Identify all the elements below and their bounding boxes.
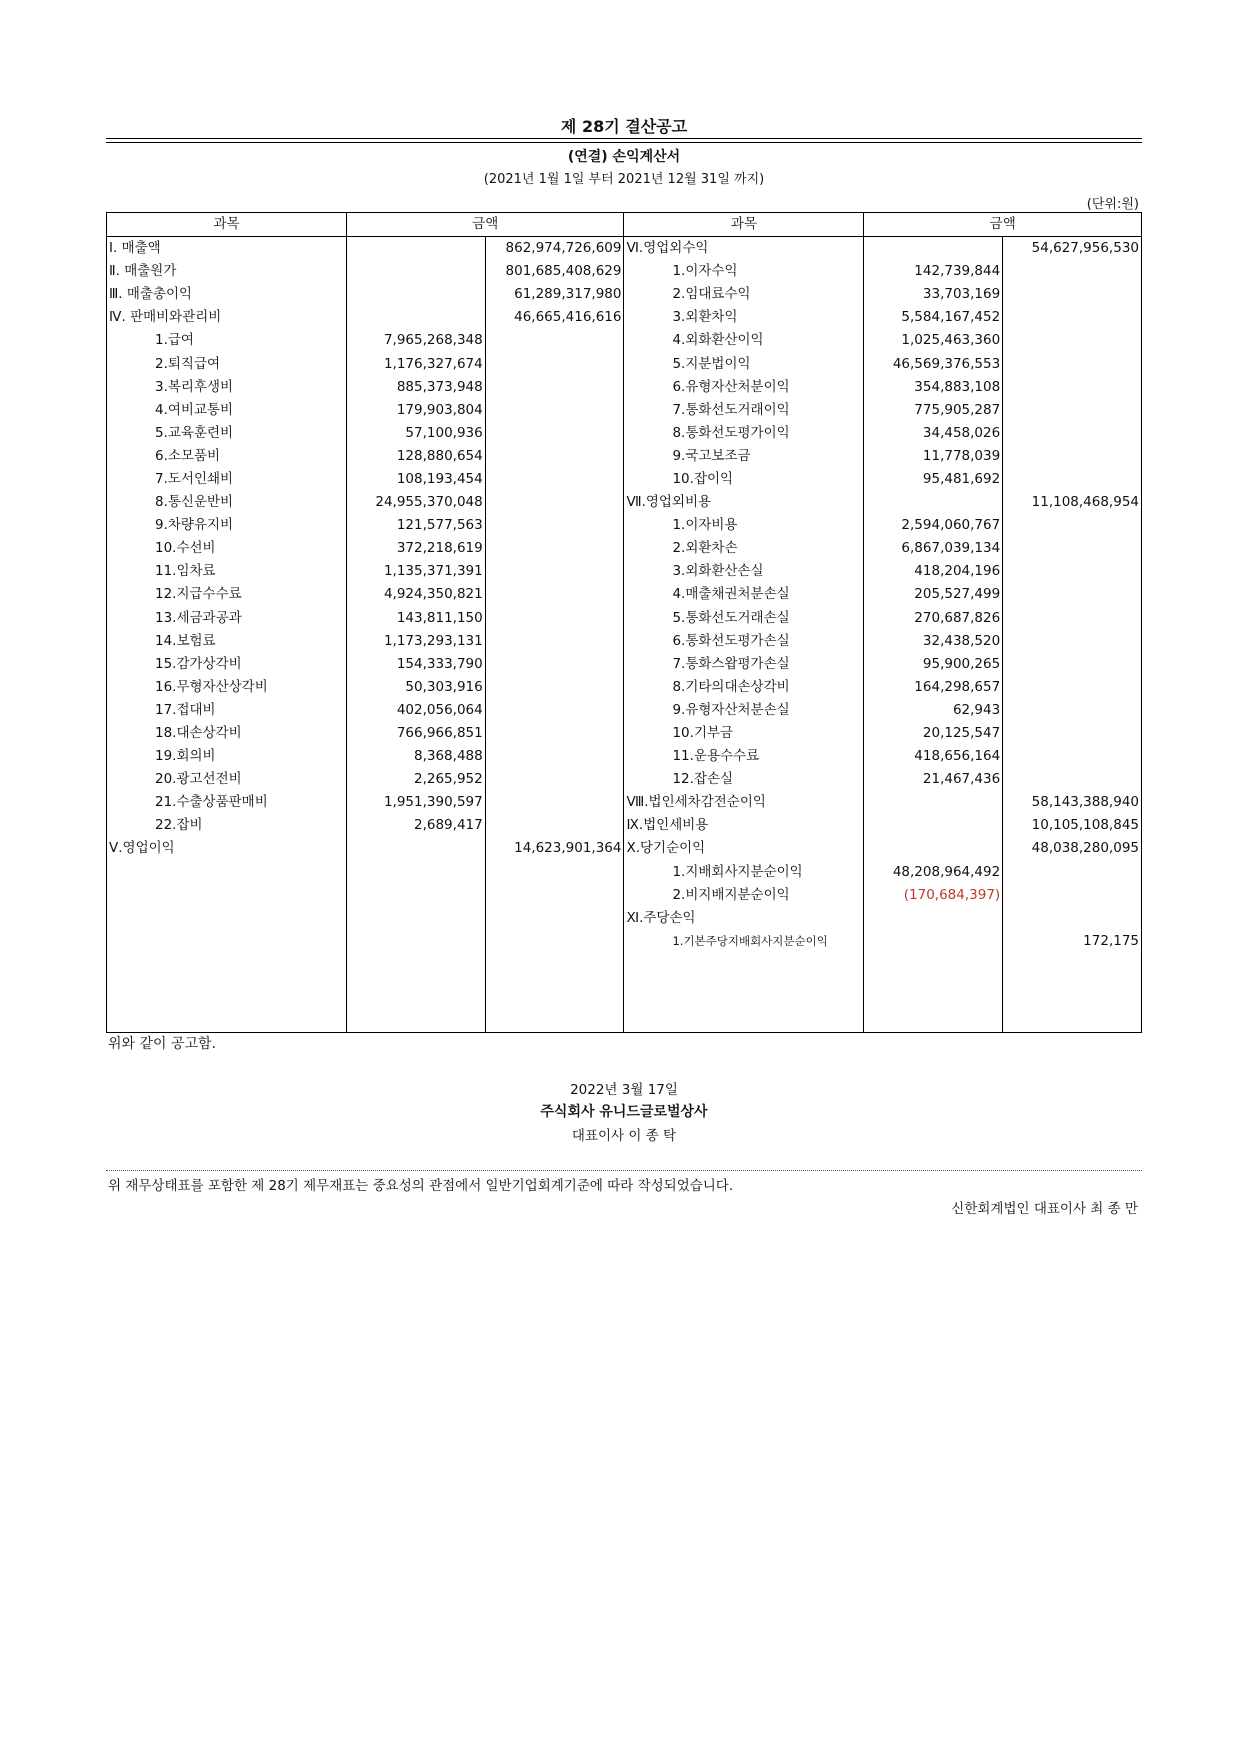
row-subject-left <box>107 930 347 953</box>
empty-cell <box>107 953 347 1033</box>
row-subject-right: 3.외화환산손실 <box>624 560 864 583</box>
row-subject-left: Ⅰ. 매출액 <box>107 237 347 261</box>
row-subject-right: 5.지분법이익 <box>624 352 864 375</box>
row-subject-left: 16.무형자산상각비 <box>107 676 347 699</box>
row-sub-amount-right <box>864 837 1003 860</box>
row-total-amount-left <box>485 514 624 537</box>
table-row <box>107 884 1142 907</box>
row-sub-amount-left <box>346 237 485 261</box>
row-subject-right: 1.기본주당지배회사지분순이익 <box>624 930 864 953</box>
row-subject-right: Ⅺ.주당손익 <box>624 907 864 930</box>
table-row <box>107 537 1142 560</box>
row-sub-amount-right: 1,025,463,360 <box>864 329 1003 352</box>
table-row <box>107 676 1142 699</box>
header-subject-right: 과목 <box>624 213 864 237</box>
table-row <box>107 907 1142 930</box>
empty-cell <box>624 953 864 1033</box>
row-subject-left: 13.세금과공과 <box>107 607 347 630</box>
row-subject-left: Ⅲ. 매출총이익 <box>107 283 347 306</box>
row-total-amount-right <box>1003 422 1142 445</box>
row-sub-amount-right: 95,900,265 <box>864 653 1003 676</box>
row-subject-left: 7.도서인쇄비 <box>107 468 347 491</box>
row-total-amount-left <box>485 607 624 630</box>
row-subject-left: 17.접대비 <box>107 699 347 722</box>
row-sub-amount-left <box>346 283 485 306</box>
row-subject-left <box>107 884 347 907</box>
table-row <box>107 283 1142 306</box>
table-row <box>107 352 1142 375</box>
table-row <box>107 930 1142 953</box>
row-sub-amount-right <box>864 791 1003 814</box>
empty-cell <box>346 953 485 1033</box>
table-row <box>107 791 1142 814</box>
row-subject-left: 2.퇴직급여 <box>107 352 347 375</box>
row-subject-right: 2.비지배지분순이익 <box>624 884 864 907</box>
row-subject-right: 7.통화스왑평가손실 <box>624 653 864 676</box>
row-total-amount-right <box>1003 560 1142 583</box>
row-sub-amount-left: 402,056,064 <box>346 699 485 722</box>
table-row <box>107 768 1142 791</box>
row-sub-amount-left: 57,100,936 <box>346 422 485 445</box>
row-total-amount-right <box>1003 861 1142 884</box>
row-total-amount-right <box>1003 745 1142 768</box>
row-sub-amount-right: 418,656,164 <box>864 745 1003 768</box>
row-sub-amount-left: 372,218,619 <box>346 537 485 560</box>
table-row <box>107 745 1142 768</box>
row-total-amount-right <box>1003 468 1142 491</box>
header-amount-right: 금액 <box>864 213 1142 237</box>
row-subject-left: 22.잡비 <box>107 814 347 837</box>
row-sub-amount-left: 154,333,790 <box>346 653 485 676</box>
row-subject-left: 15.감가상각비 <box>107 653 347 676</box>
title-rule-bottom <box>106 142 1142 143</box>
row-total-amount-right: 172,175 <box>1003 930 1142 953</box>
row-subject-right: 9.유형자산처분손실 <box>624 699 864 722</box>
row-total-amount-left <box>485 653 624 676</box>
row-total-amount-left <box>485 630 624 653</box>
row-subject-right: 6.통화선도평가손실 <box>624 630 864 653</box>
row-subject-left: 8.통신운반비 <box>107 491 347 514</box>
row-sub-amount-right: 33,703,169 <box>864 283 1003 306</box>
row-total-amount-left <box>485 445 624 468</box>
row-sub-amount-left: 4,924,350,821 <box>346 583 485 606</box>
row-subject-left: 1.급여 <box>107 329 347 352</box>
row-sub-amount-right <box>864 814 1003 837</box>
row-sub-amount-left: 179,903,804 <box>346 399 485 422</box>
row-sub-amount-left: 1,951,390,597 <box>346 791 485 814</box>
income-statement-table <box>106 212 1142 1033</box>
row-subject-right: 4.외화환산이익 <box>624 329 864 352</box>
row-total-amount-right <box>1003 514 1142 537</box>
row-subject-right: 8.통화선도평가이익 <box>624 422 864 445</box>
row-subject-left: 5.교육훈련비 <box>107 422 347 445</box>
table-row <box>107 329 1142 352</box>
row-sub-amount-right: 270,687,826 <box>864 607 1003 630</box>
row-sub-amount-left <box>346 306 485 329</box>
row-total-amount-right: 54,627,956,530 <box>1003 237 1142 261</box>
table-row-empty <box>107 953 1142 1033</box>
row-subject-right: 10.잡이익 <box>624 468 864 491</box>
row-sub-amount-left <box>346 861 485 884</box>
row-total-amount-left <box>485 884 624 907</box>
table-body <box>107 237 1142 1033</box>
row-total-amount-left: 14,623,901,364 <box>485 837 624 860</box>
table-row <box>107 399 1142 422</box>
row-total-amount-right <box>1003 699 1142 722</box>
row-subject-left: 14.보험료 <box>107 630 347 653</box>
row-total-amount-left: 801,685,408,629 <box>485 260 624 283</box>
row-total-amount-right <box>1003 676 1142 699</box>
row-total-amount-left <box>485 376 624 399</box>
row-subject-left: 18.대손상각비 <box>107 722 347 745</box>
row-total-amount-left <box>485 352 624 375</box>
table-row <box>107 422 1142 445</box>
row-sub-amount-right: 46,569,376,553 <box>864 352 1003 375</box>
row-total-amount-right: 11,108,468,954 <box>1003 491 1142 514</box>
row-sub-amount-left: 8,368,488 <box>346 745 485 768</box>
row-total-amount-left <box>485 676 624 699</box>
row-sub-amount-right: 34,458,026 <box>864 422 1003 445</box>
row-subject-right: Ⅵ.영업외수익 <box>624 237 864 261</box>
empty-cell <box>1003 953 1142 1033</box>
table-row <box>107 583 1142 606</box>
row-total-amount-right <box>1003 537 1142 560</box>
row-subject-left: 21.수출상품판매비 <box>107 791 347 814</box>
row-total-amount-left <box>485 699 624 722</box>
row-sub-amount-left: 24,955,370,048 <box>346 491 485 514</box>
row-total-amount-right <box>1003 329 1142 352</box>
row-total-amount-left <box>485 560 624 583</box>
row-sub-amount-left <box>346 907 485 930</box>
row-subject-left: 19.회의비 <box>107 745 347 768</box>
row-subject-right: 5.통화선도거래손실 <box>624 607 864 630</box>
row-sub-amount-left: 885,373,948 <box>346 376 485 399</box>
row-sub-amount-left: 121,577,563 <box>346 514 485 537</box>
row-subject-left <box>107 861 347 884</box>
row-sub-amount-right <box>864 907 1003 930</box>
row-sub-amount-left <box>346 260 485 283</box>
row-total-amount-left <box>485 768 624 791</box>
row-total-amount-left <box>485 745 624 768</box>
row-total-amount-left <box>485 537 624 560</box>
notice-title: 제 28기 결산공고 <box>560 117 688 136</box>
table-row <box>107 445 1142 468</box>
row-sub-amount-right: 6,867,039,134 <box>864 537 1003 560</box>
table-row <box>107 560 1142 583</box>
row-sub-amount-right <box>864 237 1003 261</box>
dotted-divider <box>106 1170 1142 1171</box>
statement-period: (2021년 1월 1일 부터 2021년 12월 31일 까지) <box>483 172 765 187</box>
row-subject-right: Ⅹ.당기순이익 <box>624 837 864 860</box>
row-total-amount-right <box>1003 306 1142 329</box>
row-total-amount-left <box>485 399 624 422</box>
row-subject-right: 1.이자수익 <box>624 260 864 283</box>
row-total-amount-left <box>485 491 624 514</box>
empty-cell <box>485 953 624 1033</box>
table-row <box>107 653 1142 676</box>
row-sub-amount-right: 21,467,436 <box>864 768 1003 791</box>
row-total-amount-right <box>1003 445 1142 468</box>
row-sub-amount-left: 766,966,851 <box>346 722 485 745</box>
row-total-amount-right <box>1003 260 1142 283</box>
row-total-amount-right <box>1003 352 1142 375</box>
row-sub-amount-right: 95,481,692 <box>864 468 1003 491</box>
row-sub-amount-left: 128,880,654 <box>346 445 485 468</box>
table-row <box>107 376 1142 399</box>
row-sub-amount-right: 5,584,167,452 <box>864 306 1003 329</box>
row-sub-amount-right: 354,883,108 <box>864 376 1003 399</box>
row-sub-amount-left: 1,176,327,674 <box>346 352 485 375</box>
row-sub-amount-right: 11,778,039 <box>864 445 1003 468</box>
table-row <box>107 260 1142 283</box>
table-row <box>107 699 1142 722</box>
row-sub-amount-right: 62,943 <box>864 699 1003 722</box>
row-total-amount-right <box>1003 768 1142 791</box>
row-total-amount-left <box>485 814 624 837</box>
row-total-amount-left <box>485 861 624 884</box>
row-total-amount-right <box>1003 583 1142 606</box>
row-subject-right: 12.잡손실 <box>624 768 864 791</box>
row-total-amount-right <box>1003 630 1142 653</box>
row-subject-right: 2.임대료수익 <box>624 283 864 306</box>
row-total-amount-left <box>485 791 624 814</box>
row-sub-amount-left: 2,689,417 <box>346 814 485 837</box>
row-subject-right: 9.국고보조금 <box>624 445 864 468</box>
table-row <box>107 861 1142 884</box>
row-sub-amount-left: 7,965,268,348 <box>346 329 485 352</box>
statement-title: (연결) 손익계산서 <box>567 149 681 165</box>
row-sub-amount-left: 108,193,454 <box>346 468 485 491</box>
row-sub-amount-right: 205,527,499 <box>864 583 1003 606</box>
row-subject-right: Ⅶ.영업외비용 <box>624 491 864 514</box>
table-row <box>107 722 1142 745</box>
header-amount-left: 금액 <box>346 213 624 237</box>
row-subject-right: Ⅷ.법인세차감전순이익 <box>624 791 864 814</box>
row-sub-amount-right: 164,298,657 <box>864 676 1003 699</box>
title-rule-top <box>106 138 1142 139</box>
row-subject-left: Ⅳ. 판매비와관리비 <box>107 306 347 329</box>
row-sub-amount-right: 142,739,844 <box>864 260 1003 283</box>
row-total-amount-left: 862,974,726,609 <box>485 237 624 261</box>
row-sub-amount-right <box>864 930 1003 953</box>
row-subject-left: 10.수선비 <box>107 537 347 560</box>
row-total-amount-left <box>485 583 624 606</box>
row-subject-right: 10.기부금 <box>624 722 864 745</box>
row-sub-amount-left: 2,265,952 <box>346 768 485 791</box>
row-subject-right: 11.운용수수료 <box>624 745 864 768</box>
row-subject-right: 6.유형자산처분이익 <box>624 376 864 399</box>
row-subject-right: 3.외환차익 <box>624 306 864 329</box>
table-row <box>107 514 1142 537</box>
row-subject-right: 1.지배회사지분순이익 <box>624 861 864 884</box>
row-sub-amount-right: 2,594,060,767 <box>864 514 1003 537</box>
row-subject-left: 4.여비교통비 <box>107 399 347 422</box>
row-total-amount-left <box>485 930 624 953</box>
row-subject-left: 3.복리후생비 <box>107 376 347 399</box>
row-total-amount-right: 48,038,280,095 <box>1003 837 1142 860</box>
row-total-amount-right <box>1003 884 1142 907</box>
table-row <box>107 814 1142 837</box>
row-subject-right: 8.기타의대손상각비 <box>624 676 864 699</box>
table-row <box>107 630 1142 653</box>
notice-statement: 위와 같이 공고함. <box>108 1036 217 1052</box>
company-ceo: 대표이사 이 종 탁 <box>571 1128 677 1144</box>
auditor-signature: 신한회계법인 대표이사 최 종 만 <box>951 1201 1138 1217</box>
row-sub-amount-right: 32,438,520 <box>864 630 1003 653</box>
row-total-amount-right <box>1003 607 1142 630</box>
table-header-row <box>107 213 1142 237</box>
row-subject-right: 2.외환차손 <box>624 537 864 560</box>
row-total-amount-right: 10,105,108,845 <box>1003 814 1142 837</box>
row-sub-amount-right: 418,204,196 <box>864 560 1003 583</box>
row-subject-left: Ⅱ. 매출원가 <box>107 260 347 283</box>
row-total-amount-right <box>1003 722 1142 745</box>
audit-statement: 위 재무상태표를 포함한 제 28기 제무재표는 중요성의 관점에서 일반기업회계기준에 따라 작성되었습니다. <box>108 1178 734 1194</box>
row-total-amount-left: 46,665,416,616 <box>485 306 624 329</box>
row-subject-right: 7.통화선도거래이익 <box>624 399 864 422</box>
row-total-amount-left <box>485 468 624 491</box>
row-total-amount-right <box>1003 653 1142 676</box>
row-total-amount-left <box>485 422 624 445</box>
row-sub-amount-left <box>346 837 485 860</box>
row-total-amount-left: 61,289,317,980 <box>485 283 624 306</box>
row-sub-amount-right: 20,125,547 <box>864 722 1003 745</box>
row-sub-amount-right <box>864 491 1003 514</box>
empty-cell <box>864 953 1003 1033</box>
row-subject-right: Ⅸ.법인세비용 <box>624 814 864 837</box>
row-total-amount-left <box>485 907 624 930</box>
notice-date: 2022년 3월 17일 <box>570 1082 678 1098</box>
row-sub-amount-left: 143,811,150 <box>346 607 485 630</box>
unit-label: (단위:원) <box>1086 197 1139 212</box>
row-total-amount-right <box>1003 399 1142 422</box>
row-sub-amount-right: (170,684,397) <box>864 884 1003 907</box>
table-row <box>107 468 1142 491</box>
row-subject-left: Ⅴ.영업이익 <box>107 837 347 860</box>
table-row <box>107 306 1142 329</box>
row-subject-left: 9.차량유지비 <box>107 514 347 537</box>
header-subject-left: 과목 <box>107 213 347 237</box>
row-total-amount-right <box>1003 283 1142 306</box>
row-total-amount-right <box>1003 907 1142 930</box>
row-total-amount-right <box>1003 376 1142 399</box>
row-subject-left: 20.광고선전비 <box>107 768 347 791</box>
row-sub-amount-left: 1,173,293,131 <box>346 630 485 653</box>
row-sub-amount-right: 775,905,287 <box>864 399 1003 422</box>
row-sub-amount-right: 48,208,964,492 <box>864 861 1003 884</box>
table-row <box>107 837 1142 860</box>
table-row <box>107 237 1142 261</box>
row-sub-amount-left <box>346 884 485 907</box>
row-sub-amount-left: 1,135,371,391 <box>346 560 485 583</box>
row-total-amount-left <box>485 722 624 745</box>
row-subject-right: 4.매출채권처분손실 <box>624 583 864 606</box>
row-subject-left: 12.지급수수료 <box>107 583 347 606</box>
row-subject-right: 1.이자비용 <box>624 514 864 537</box>
row-sub-amount-left: 50,303,916 <box>346 676 485 699</box>
row-subject-left: 6.소모품비 <box>107 445 347 468</box>
row-subject-left <box>107 907 347 930</box>
table-row <box>107 607 1142 630</box>
row-total-amount-right: 58,143,388,940 <box>1003 791 1142 814</box>
company-name: 주식회사 유니드글로벌상사 <box>540 1104 708 1120</box>
row-sub-amount-left <box>346 930 485 953</box>
table-row <box>107 491 1142 514</box>
row-total-amount-left <box>485 329 624 352</box>
row-subject-left: 11.임차료 <box>107 560 347 583</box>
